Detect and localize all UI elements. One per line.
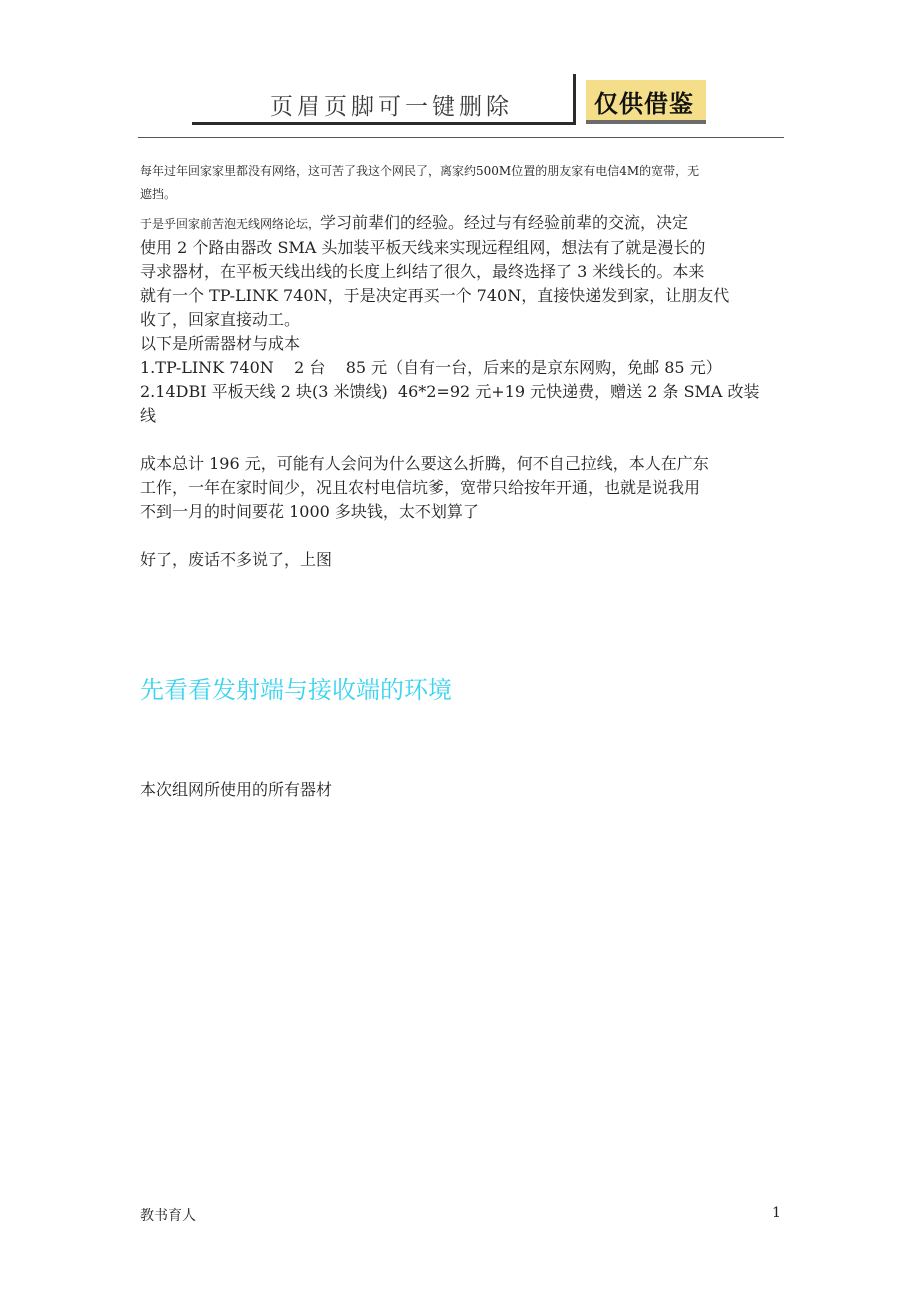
cost-line: 成本总计 196 元，可能有人会问为什么要这么折腾，何不自己拉线，本人在广东 [140,454,709,473]
caption-paragraph [140,778,785,802]
header-rule [138,137,784,138]
intro-line: 每年过年回家家里都没有网络，这可苦了我这个网民了，离家约500M位置的朋友家有电信4M的宽带，无 [140,164,700,178]
paragraph-line: 寻求器材，在平板天线出线的长度上纠结了很久，最终选择了 3 米线长的。本来 [140,262,705,281]
paragraph-1 [140,211,785,428]
equipment-item-1: 1.TP-LINK 740N 2 台 85 元（自有一台，后来的是京东网购，免邮 85 元） [140,358,722,377]
cost-paragraph [140,452,785,524]
header-badge-text: 仅供借鉴 [594,90,694,118]
paragraph-line: 收了，回家直接动工。 [140,310,301,329]
caption-line: 本次组网所使用的所有器材 [140,780,333,799]
equipment-title: 以下是所需器材与成本 [140,334,301,353]
paragraph-line: 使用 2 个路由器改 SMA 头加装平板天线来实现远程组网，想法有了就是漫长的 [140,238,706,257]
closing-paragraph [140,548,785,572]
header-badge [586,80,706,124]
footer-text: 教书育人 [140,1208,196,1224]
paragraph-lead-rest: 学习前辈们的经验。经过与有经验前辈的交流，决定 [320,213,689,232]
cost-line: 工作，一年在家时间少，况且农村电信坑爹，宽带只给按年开通，也就是说我用 [140,478,701,497]
equipment-item-2: 2.14DBI 平板天线 2 块(3 米馈线) 46*2=92 元+19 元快递费，赠送 2 条 SMA 改装 [140,382,760,401]
closing-line: 好了，废话不多说了，上图 [140,550,333,569]
cost-line: 不到一月的时间要花 1000 多块钱，太不划算了 [140,502,479,521]
header-divider [573,74,576,125]
equipment-item-2-cont: 线 [140,406,157,425]
intro-line: 遮挡。 [140,187,177,201]
paragraph-line: 就有一个 TP-LINK 740N，于是决定再买一个 740N，直接快递发到家，让朋友代 [140,286,730,305]
section-heading: 先看看发射端与接收端的环境 [140,676,452,704]
page-number: 1 [772,1205,781,1221]
header-text: 页眉页脚可一键删除 [270,94,513,120]
header-underline [192,122,576,125]
paragraph-lead: 于是乎回家前苦泡无线网络论坛， [140,217,321,231]
header-banner [192,74,722,130]
paragraph-line [140,211,785,236]
intro-paragraph [140,160,780,206]
